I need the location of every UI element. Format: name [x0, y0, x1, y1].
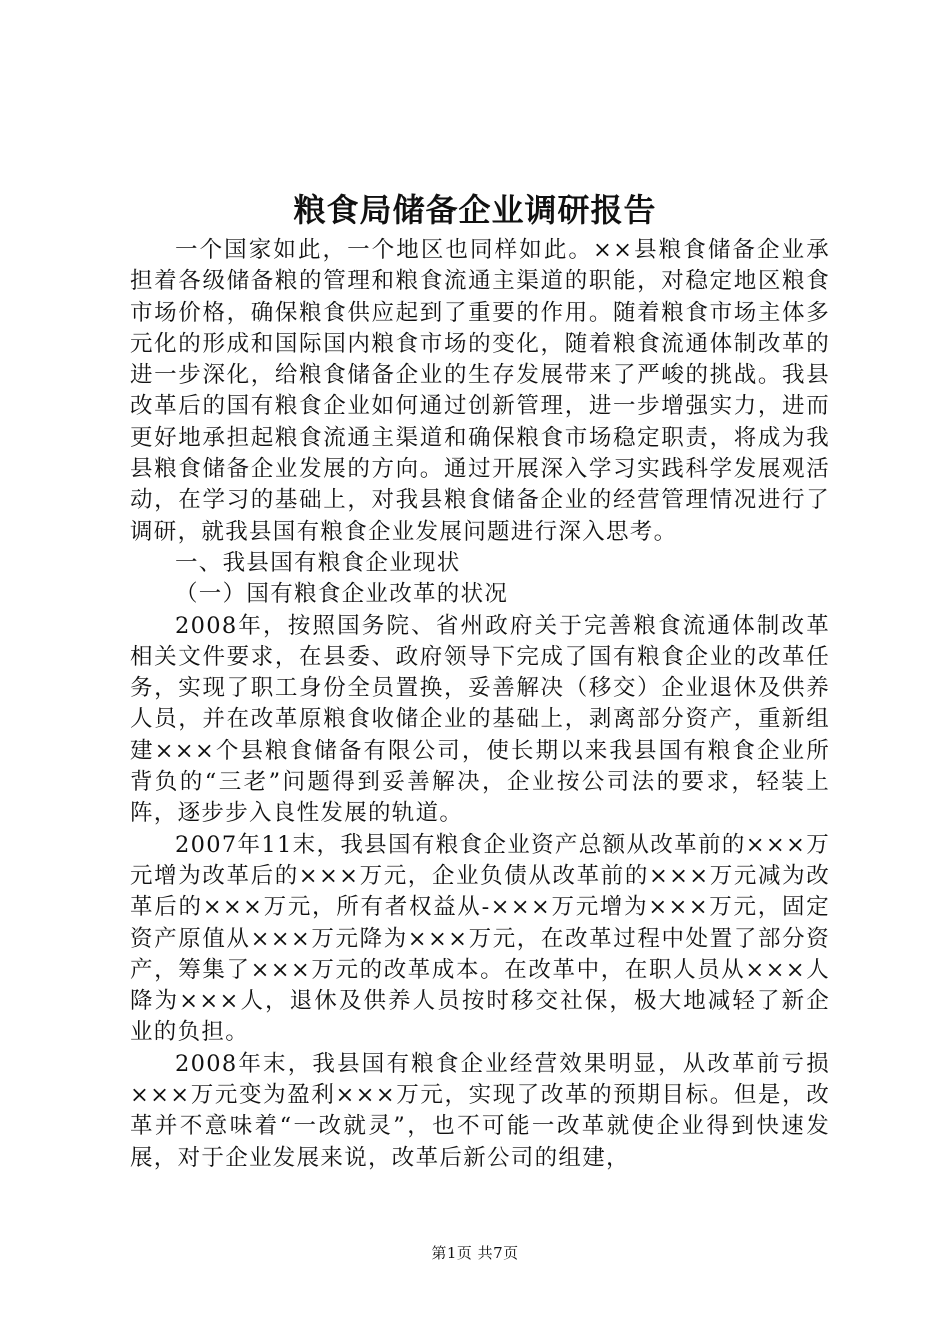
paragraph-assets-2007: 2007年11末，我县国有粮食企业资产总额从改革前的×××万元增为改革后的×××万元，企业负债从改革前的×××万元减为改革后的×××万元，所有者权益从-×××万元增为×××万元，固定资产原值从×××万元降为×××万元，在改革过程中处置了部分资产，筹集了×××万元的改革成本。在改革中，在职人员从×××人降为×××人，退休及供养人员按时移交社保，极大地减轻了新企业的负担。	[130, 831, 830, 1046]
subsection-heading-1: （一）国有粮食企业改革的状况	[175, 581, 509, 608]
paragraph-intro: 一个国家如此，一个地区也同样如此。××县粮食储备企业承担着各级储备粮的管理和粮食流通主渠道的职能，对稳定地区粮食市场价格，确保粮食供应起到了重要的作用。随着粮食市场主体多元化的形成和国际国内粮食市场的变化，随着粮食流通体制改革的进一步深化，给粮食储备企业的生存发展带来了严峻的挑战。我县改革后的国有粮食企业如何通过创新管理，进一步增强实力，进而更好地承担起粮食流通主渠道和确保粮食市场稳定职责，将成为我县粮食储备企业发展的方向。通过开展深入学习实践科学发展观活动，在学习的基础上，对我县粮食储备企业的经营管理情况进行了调研，就我县国有粮食企业发展问题进行深入思考。	[130, 237, 830, 545]
section-heading-1: 一、我县国有粮食企业现状	[175, 549, 461, 576]
document-body	[130, 235, 830, 1174]
document-title: 粮食局储备企业调研报告	[293, 191, 657, 229]
page-footer: 第1页 共7页	[431, 1244, 519, 1262]
paragraph-results-2008: 2008年末，我县国有粮食企业经营效果明显，从改革前亏损×××万元变为盈利×××万元，实现了改革的预期目标。但是，改革并不意味着“一改就灵”，也不可能一改革就使企业得到快速发展，对于企业发展来说，改革后新公司的组建，	[130, 1050, 830, 1171]
paragraph-reform-2008: 2008年，按照国务院、省州政府关于完善粮食流通体制改革相关文件要求，在县委、政府领导下完成了国有粮食企业的改革任务，实现了职工身份全员置换，妥善解决（移交）企业退休及供养人员，并在改革原粮食收储企业的基础上，剥离部分资产，重新组建×××个县粮食储备有限公司，使长期以来我县国有粮食企业所背负的“三老”问题得到妥善解决，企业按公司法的要求，轻装上阵，逐步步入良性发展的轨道。	[130, 612, 830, 827]
